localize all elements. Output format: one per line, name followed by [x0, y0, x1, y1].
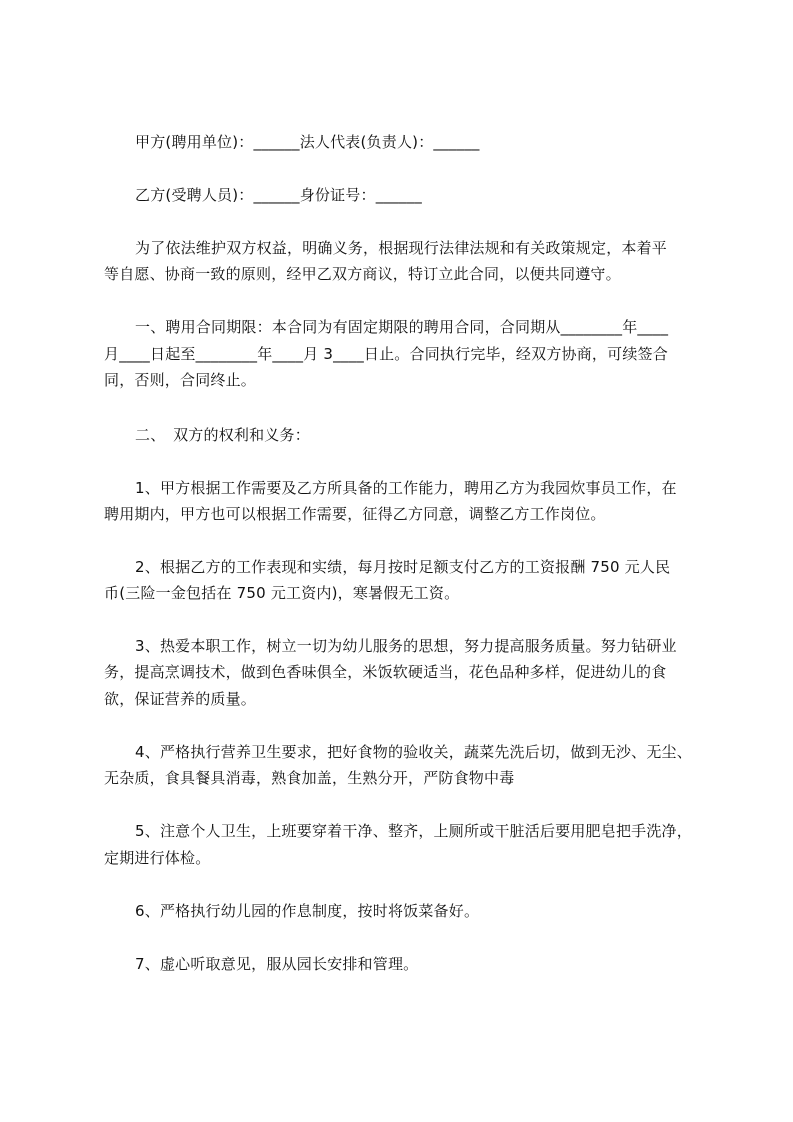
item6-line-1: 6、严格执行幼儿园的作息制度，按时将饭菜备好。 — [135, 902, 480, 920]
party-a-line: 甲方(聘用单位)：______法人代表(负责人)：______ — [135, 133, 480, 151]
item3-line-3: 欲，保证营养的质量。 — [104, 690, 257, 708]
item5-line-2: 定期进行体检。 — [104, 849, 211, 867]
section1-line-1: 一、聘用合同期限：本合同为有固定期限的聘用合同，合同期从________年____ — [135, 318, 669, 336]
item7-line-1: 7、虚心听取意见，服从园长安排和管理。 — [135, 955, 419, 973]
section2-heading: 二、 双方的权利和义务： — [135, 426, 310, 444]
item2-line-1: 2、根据乙方的工作表现和实绩，每月按时足额支付乙方的工资报酬 750 元人民 — [135, 558, 671, 576]
intro-paragraph-line-2: 等自愿、协商一致的原则，经甲乙双方商议，特订立此合同，以便共同遵守。 — [104, 265, 621, 283]
party-b-line: 乙方(受聘人员)：______身份证号：______ — [135, 186, 422, 204]
item1-line-2: 聘用期内，甲方也可以根据工作需要，征得乙方同意，调整乙方工作岗位。 — [104, 505, 606, 523]
item1-line-1: 1、甲方根据工作需要及乙方所具备的工作能力，聘用乙方为我园炊事员工作，在 — [135, 479, 677, 497]
item2-line-2: 币(三险一金包括在 750 元工资内)，寒暑假无工资。 — [104, 584, 460, 602]
intro-paragraph-line-1: 为了依法维护双方权益，明确义务，根据现行法律法规和有关政策规定，本着平 — [135, 239, 668, 257]
section1-line-3: 同，否则，合同终止。 — [104, 371, 257, 389]
section1-line-2: 月____日起至________年____月 3____日止。合同执行完毕，经双方协商，可续签合 — [104, 345, 668, 363]
item4-line-1: 4、严格执行营养卫生要求，把好食物的验收关，蔬菜先洗后切，做到无沙、无尘、 — [135, 743, 692, 761]
item4-line-2: 无杂质，食具餐具消毒，熟食加盖，生熟分开，严防食物中毒 — [104, 769, 515, 787]
item3-line-2: 务，提高烹调技术，做到色香味俱全，米饭软硬适当，花色品种多样，促进幼儿的食 — [104, 663, 667, 681]
item3-line-1: 3、热爱本职工作，树立一切为幼儿服务的思想，努力提高服务质量。努力钻研业 — [135, 637, 677, 655]
item5-line-1: 5、注意个人卫生，上班要穿着干净、整齐，上厕所或干脏活后要用肥皂把手洗净， — [135, 822, 692, 840]
